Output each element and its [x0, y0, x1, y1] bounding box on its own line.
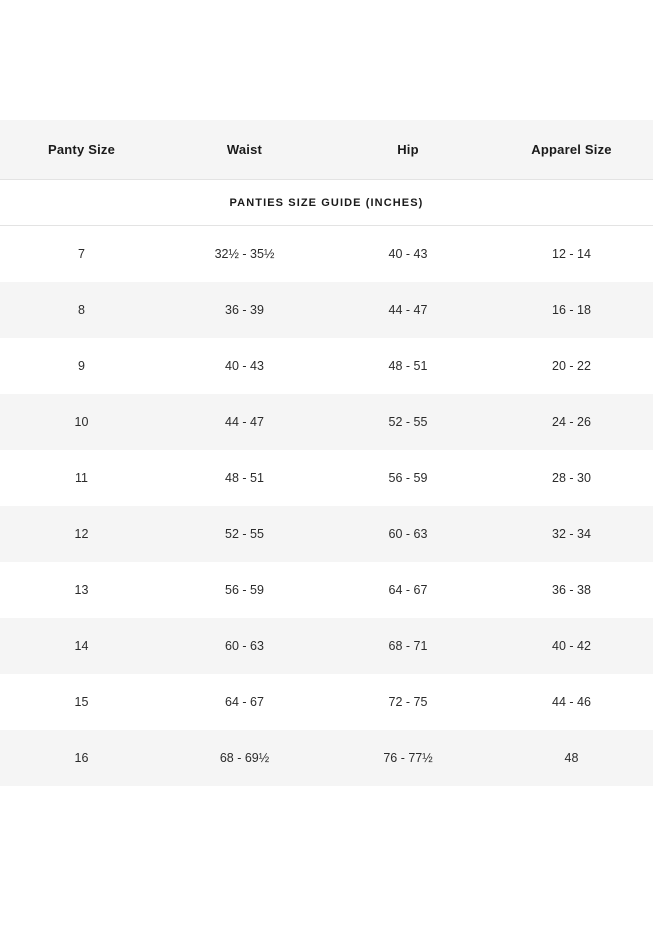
cell-waist: 56 - 59	[163, 562, 326, 618]
cell-waist: 48 - 51	[163, 450, 326, 506]
cell-hip: 60 - 63	[326, 506, 490, 562]
column-header-panty-size: Panty Size	[0, 120, 163, 180]
cell-apparel-size: 44 - 46	[490, 674, 653, 730]
cell-hip: 76 - 77½	[326, 730, 490, 786]
table-row	[0, 674, 653, 730]
cell-panty-size: 10	[0, 394, 163, 450]
table-body	[0, 226, 653, 787]
cell-waist: 36 - 39	[163, 282, 326, 338]
cell-waist: 40 - 43	[163, 338, 326, 394]
cell-panty-size: 12	[0, 506, 163, 562]
column-header-waist: Waist	[163, 120, 326, 180]
cell-waist: 32½ - 35½	[163, 226, 326, 283]
table-row	[0, 450, 653, 506]
size-guide-table	[0, 120, 653, 786]
table-row	[0, 730, 653, 786]
cell-waist: 44 - 47	[163, 394, 326, 450]
cell-apparel-size: 24 - 26	[490, 394, 653, 450]
cell-panty-size: 8	[0, 282, 163, 338]
table-title-row	[0, 180, 653, 226]
cell-apparel-size: 40 - 42	[490, 618, 653, 674]
cell-hip: 52 - 55	[326, 394, 490, 450]
column-header-hip: Hip	[326, 120, 490, 180]
cell-hip: 72 - 75	[326, 674, 490, 730]
cell-panty-size: 14	[0, 618, 163, 674]
cell-apparel-size: 28 - 30	[490, 450, 653, 506]
table-row	[0, 226, 653, 283]
cell-apparel-size: 48	[490, 730, 653, 786]
top-spacer	[0, 0, 653, 120]
cell-panty-size: 16	[0, 730, 163, 786]
cell-panty-size: 9	[0, 338, 163, 394]
table-row	[0, 562, 653, 618]
cell-apparel-size: 20 - 22	[490, 338, 653, 394]
cell-waist: 60 - 63	[163, 618, 326, 674]
column-header-apparel-size: Apparel Size	[490, 120, 653, 180]
cell-panty-size: 7	[0, 226, 163, 283]
table-row	[0, 282, 653, 338]
cell-panty-size: 11	[0, 450, 163, 506]
table-header-row	[0, 120, 653, 180]
table-row	[0, 394, 653, 450]
table-row	[0, 618, 653, 674]
cell-hip: 64 - 67	[326, 562, 490, 618]
cell-waist: 52 - 55	[163, 506, 326, 562]
cell-hip: 40 - 43	[326, 226, 490, 283]
cell-waist: 64 - 67	[163, 674, 326, 730]
cell-apparel-size: 12 - 14	[490, 226, 653, 283]
cell-apparel-size: 32 - 34	[490, 506, 653, 562]
cell-apparel-size: 36 - 38	[490, 562, 653, 618]
cell-waist: 68 - 69½	[163, 730, 326, 786]
cell-panty-size: 15	[0, 674, 163, 730]
cell-panty-size: 13	[0, 562, 163, 618]
cell-hip: 68 - 71	[326, 618, 490, 674]
cell-hip: 48 - 51	[326, 338, 490, 394]
cell-hip: 44 - 47	[326, 282, 490, 338]
cell-hip: 56 - 59	[326, 450, 490, 506]
cell-apparel-size: 16 - 18	[490, 282, 653, 338]
table-row	[0, 338, 653, 394]
page-title: PANTIES SIZE GUIDE (INCHES)	[0, 180, 653, 226]
table-row	[0, 506, 653, 562]
